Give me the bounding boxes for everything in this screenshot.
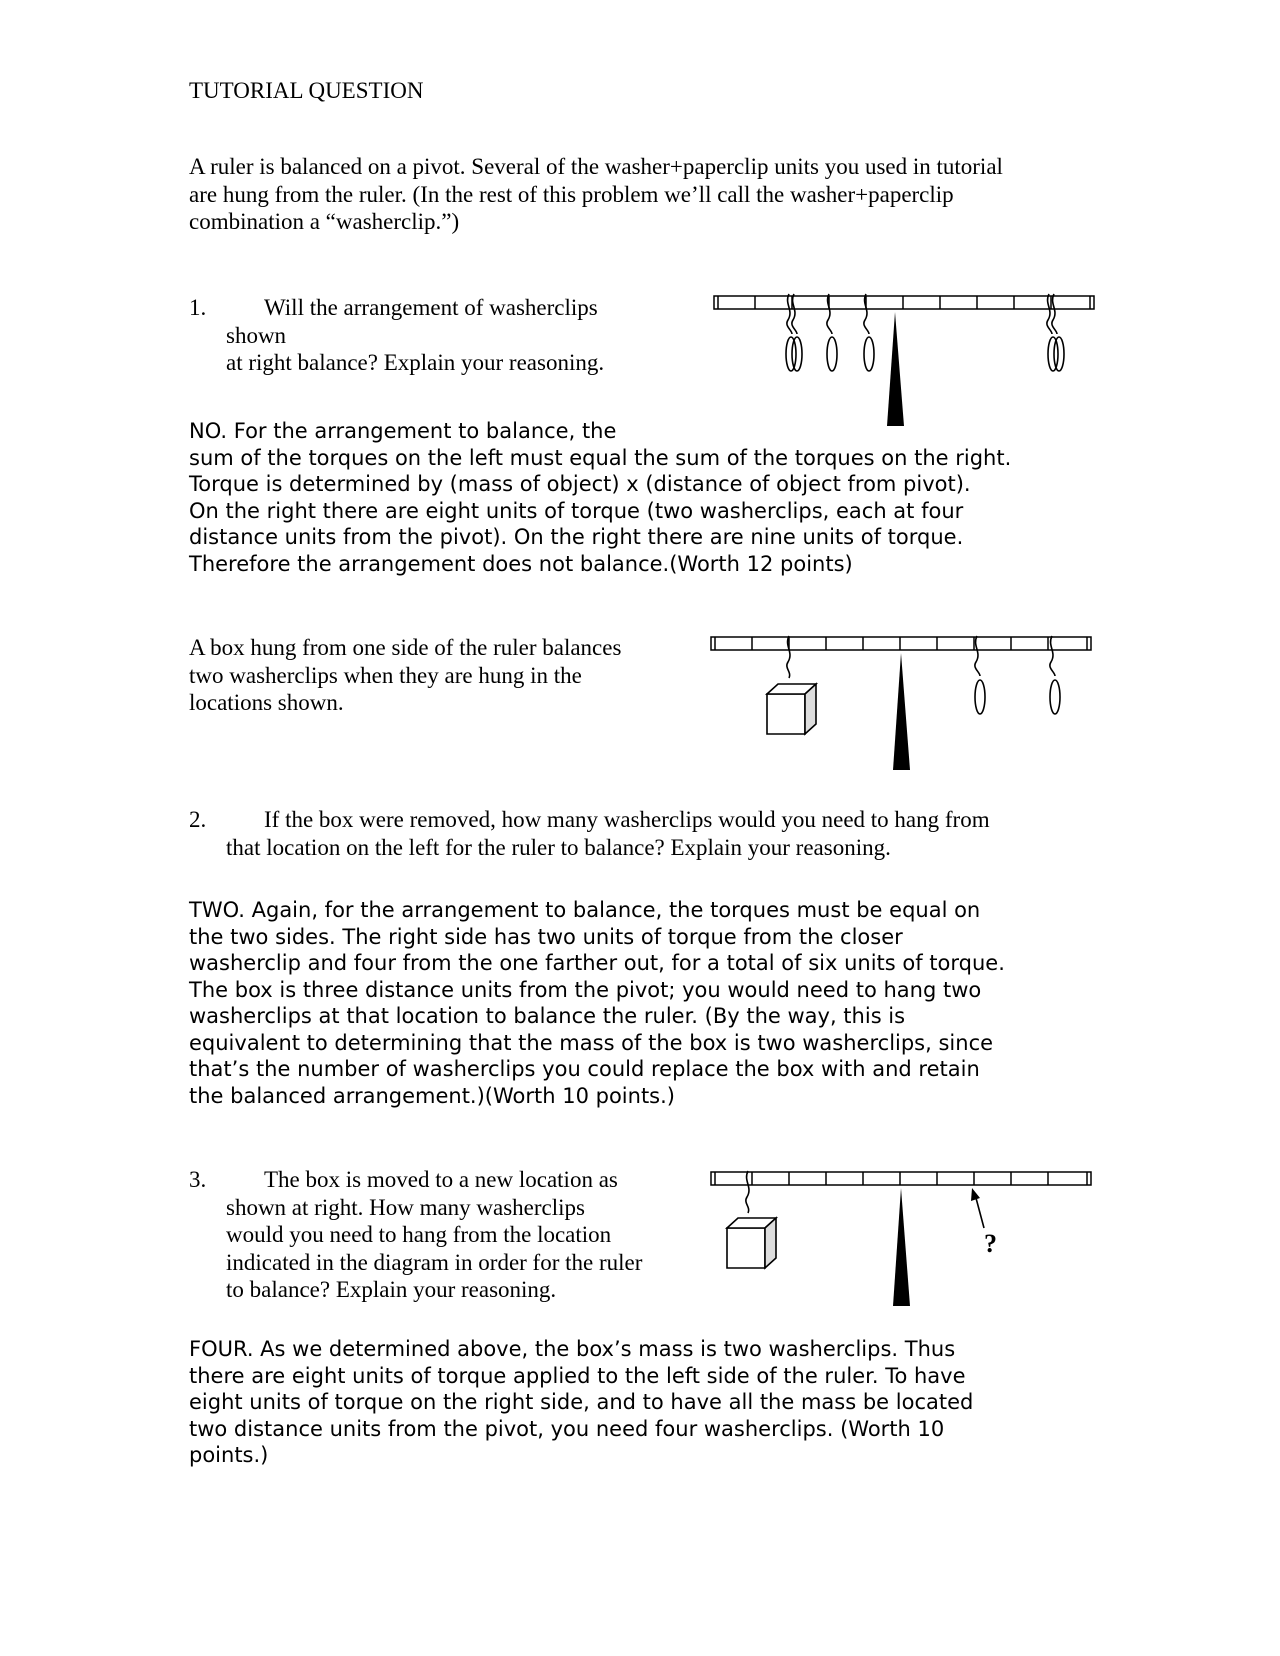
question-text: shown xyxy=(226,322,287,348)
answer-line: washerclips at that location to balance the ruler. (By the way, this is xyxy=(189,1004,906,1028)
pivot xyxy=(893,653,910,770)
answer-line: there are eight units of torque applied to the left side of the ruler. To have xyxy=(189,1363,966,1388)
setup-2-paragraph xyxy=(189,634,621,717)
question-text: to balance? Explain your reasoning. xyxy=(226,1277,557,1302)
answer-line: the balanced arrangement.)(Worth 10 points.) xyxy=(189,1083,675,1108)
answer-line: sum of the torques on the left must equal the sum of the torques on the right. xyxy=(189,445,1012,470)
pivot xyxy=(893,1188,910,1306)
answer-line: FOUR. As we determined above, the box’s mass is two washerclips. Thus xyxy=(189,1337,956,1361)
question-text: If the box were removed, how many washerclips would you need to hang from xyxy=(264,807,990,832)
question-text: at right balance? Explain your reasoning. xyxy=(226,350,605,375)
answer-line: distance units from the pivot). On the right there are nine units of torque. xyxy=(189,525,964,549)
intro-line: combination a “washerclip.”) xyxy=(189,209,460,234)
intro-line: are hung from the ruler. (In the rest of this problem we’ll call the washer+paperclip xyxy=(189,181,954,207)
question-text: would you need to hang from the location xyxy=(226,1222,612,1247)
question-text: Will the arrangement of washerclips xyxy=(264,295,598,320)
answer-line: equivalent to determining that the mass of the box is two washerclips, since xyxy=(189,1030,994,1055)
answer-line: washerclip and four from the one farther out, for a total of six units of torque. xyxy=(189,951,1005,975)
answer-1 xyxy=(189,418,1011,577)
diagram-2 xyxy=(700,630,1100,780)
answer-3 xyxy=(189,1336,973,1469)
answer-2 xyxy=(189,897,1005,1109)
answer-line: two distance units from the pivot, you need four washerclips. (Worth 10 xyxy=(189,1416,945,1441)
question-number: 2. xyxy=(189,807,207,832)
question-text: shown at right. How many washerclips xyxy=(226,1194,585,1220)
location-arrow xyxy=(971,1188,984,1228)
ruler xyxy=(711,1172,1091,1185)
diagram-1 xyxy=(700,290,1100,430)
page-title: TUTORIAL QUESTION xyxy=(189,78,424,103)
setup-line: A box hung from one side of the ruler balances xyxy=(189,635,622,660)
answer-line: points.) xyxy=(189,1443,269,1467)
answer-line: that’s the number of washerclips you could replace the box with and retain xyxy=(189,1057,980,1081)
diagram-3 xyxy=(700,1165,1100,1315)
answer-line: TWO. Again, for the arrangement to balance, the torques must be equal on xyxy=(189,898,981,922)
intro-line: A ruler is balanced on a pivot. Several of the washer+paperclip units you used in tutorial xyxy=(189,154,1003,179)
answer-line: Therefore the arrangement does not balance.(Worth 12 points) xyxy=(189,551,853,576)
question-3 xyxy=(189,1166,689,1304)
answer-line: On the right there are eight units of torque (two washerclips, each at four xyxy=(189,498,964,523)
question-1 xyxy=(189,294,669,377)
question-2 xyxy=(189,806,990,861)
question-text: The box is moved to a new location as xyxy=(264,1167,618,1192)
intro-paragraph xyxy=(189,153,1003,236)
question-mark-label: ? xyxy=(984,1229,997,1258)
question-text: that location on the left for the ruler to balance? Explain your reasoning. xyxy=(226,834,891,860)
question-number: 1. xyxy=(189,295,207,320)
answer-line: Torque is determined by (mass of object) x (distance of object from pivot). xyxy=(189,472,971,496)
question-text: indicated in the diagram in order for the ruler xyxy=(226,1249,643,1275)
question-number: 3. xyxy=(189,1167,207,1192)
setup-line: locations shown. xyxy=(189,690,344,715)
ruler xyxy=(711,637,1091,650)
setup-line: two washerclips when they are hung in the xyxy=(189,662,582,688)
pivot xyxy=(887,312,904,426)
answer-line: NO. For the arrangement to balance, the xyxy=(189,419,617,443)
ruler xyxy=(714,296,1094,309)
answer-line: the two sides. The right side has two units of torque from the closer xyxy=(189,924,903,949)
answer-line: The box is three distance units from the pivot; you would need to hang two xyxy=(189,977,982,1002)
answer-line: eight units of torque on the right side, and to have all the mass be located xyxy=(189,1390,974,1414)
